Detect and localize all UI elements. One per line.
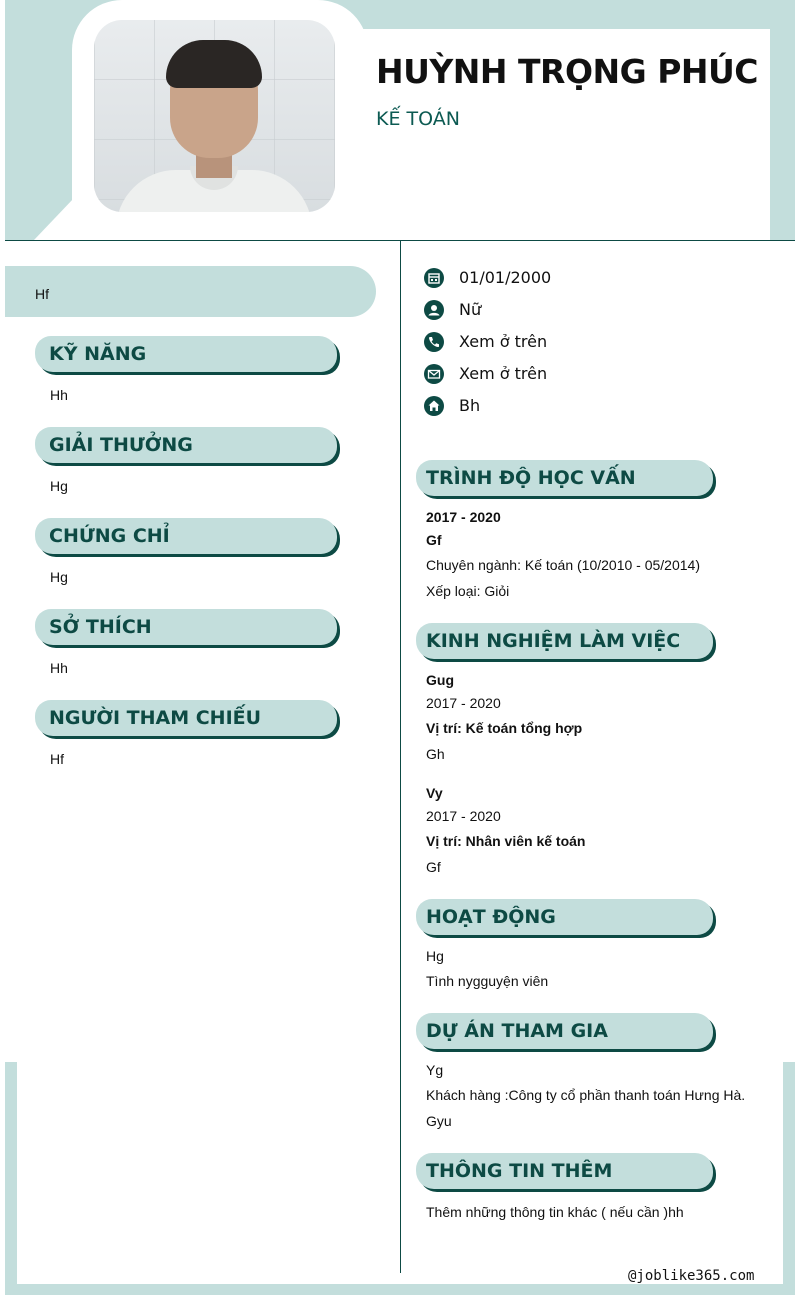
experience-position: Vị trí: Kế toán tổng hợp <box>426 720 583 736</box>
section-awards-title: GIẢI THƯỞNG <box>35 427 337 463</box>
experience-description: Gh <box>426 746 445 762</box>
intro-box <box>5 266 376 317</box>
experience-company: Gug <box>426 672 454 688</box>
skills-text: Hh <box>50 387 68 403</box>
header-corner-decoration <box>34 198 74 240</box>
experience-position: Vị trí: Nhân viên kế toán <box>426 833 586 849</box>
avatar <box>94 20 335 212</box>
mail-icon <box>424 364 444 384</box>
certificates-text: Hg <box>50 569 68 585</box>
calendar-icon <box>424 268 444 288</box>
education-major: Chuyên ngành: Kế toán (10/2010 - 05/2014) <box>426 557 700 573</box>
section-activities-title: HOẠT ĐỘNG <box>416 899 713 935</box>
education-rank: Xếp loại: Giỏi <box>426 583 510 599</box>
column-divider <box>400 241 401 1273</box>
watermark: @joblike365.com <box>628 1268 755 1284</box>
activities-line-1: Hg <box>426 948 444 964</box>
projects-line-2: Khách hàng :Công ty cổ phần thanh toán Hưng Hà. <box>426 1087 746 1103</box>
candidate-name: HUỲNH TRỌNG PHÚC <box>376 52 759 91</box>
projects-line-3: Gyu <box>426 1113 452 1129</box>
job-title: KẾ TOÁN <box>376 108 460 130</box>
awards-text: Hg <box>50 478 68 494</box>
more-info-text: Thêm những thông tin khác ( nếu cần )hh <box>426 1204 684 1220</box>
experience-period: 2017 - 2020 <box>426 808 501 824</box>
section-projects-title: DỰ ÁN THAM GIA <box>416 1013 713 1049</box>
section-hobbies-title: SỞ THÍCH <box>35 609 337 645</box>
activities-line-2: Tình nygguyện viên <box>426 973 549 989</box>
frame-bottom-border <box>5 1284 795 1295</box>
phone-icon <box>424 332 444 352</box>
email-value: Xem ở trên <box>459 364 548 383</box>
user-icon <box>424 300 444 320</box>
intro-text: Hf <box>35 286 49 302</box>
address-value: Bh <box>459 396 481 415</box>
education-school: Gf <box>426 532 442 548</box>
section-education-title: TRÌNH ĐỘ HỌC VẤN <box>416 460 713 496</box>
section-references-title: NGƯỜI THAM CHIẾU <box>35 700 337 736</box>
experience-company: Vy <box>426 785 443 801</box>
frame-right-border <box>783 1062 795 1295</box>
section-certificates-title: CHỨNG CHỈ <box>35 518 337 554</box>
section-experience-title: KINH NGHIỆM LÀM VIỆC <box>416 623 713 659</box>
projects-line-1: Yg <box>426 1062 444 1078</box>
section-skills-title: KỸ NĂNG <box>35 336 337 372</box>
phone-value: Xem ở trên <box>459 332 548 351</box>
education-period: 2017 - 2020 <box>426 509 501 525</box>
frame-left-border <box>5 1062 17 1295</box>
home-icon <box>424 396 444 416</box>
section-more-info-title: THÔNG TIN THÊM <box>416 1153 713 1189</box>
experience-description: Gf <box>426 859 441 875</box>
experience-period: 2017 - 2020 <box>426 695 501 711</box>
hobbies-text: Hh <box>50 660 68 676</box>
references-text: Hf <box>50 751 64 767</box>
birthday-value: 01/01/2000 <box>459 268 552 287</box>
gender-value: Nữ <box>459 300 482 319</box>
